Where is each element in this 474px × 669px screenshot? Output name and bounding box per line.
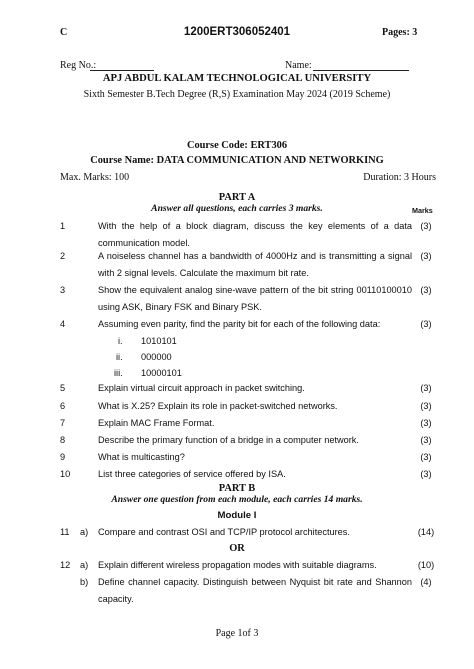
- module-heading: Module I: [217, 510, 257, 521]
- max-marks: Max. Marks: 100: [60, 172, 130, 183]
- question-row: [0, 316, 474, 333]
- question-text: List three categories of service offered by ISA.: [98, 469, 286, 479]
- q4-item-value: 1010101: [141, 336, 177, 346]
- reg-no-label: Reg No.:: [60, 60, 97, 71]
- question-marks: (3): [420, 319, 432, 329]
- exam-title: Sixth Semester B.Tech Degree (R,S) Examination May 2024 (2019 Scheme): [83, 89, 391, 100]
- question-row: [0, 574, 474, 608]
- question-row: [0, 282, 474, 316]
- question-number: 3: [60, 285, 66, 295]
- question-row: [0, 432, 474, 449]
- question-number: 5: [60, 383, 66, 393]
- question-number: 1: [60, 221, 66, 231]
- question-number: 12: [60, 560, 71, 570]
- question-marks: (3): [420, 401, 432, 411]
- question-marks: (3): [420, 221, 432, 231]
- question-marks: (10): [417, 560, 435, 570]
- name-line: [313, 70, 409, 71]
- question-marks: (3): [420, 418, 432, 428]
- duration: Duration: 3 Hours: [363, 172, 436, 183]
- question-text: What is X.25? Explain its role in packet-switched networks.: [98, 401, 338, 411]
- q4-item-value: 000000: [141, 352, 172, 362]
- question-number: 4: [60, 319, 66, 329]
- question-marks: (3): [420, 383, 432, 393]
- part-b-title: PART B: [218, 483, 256, 494]
- question-text: Describe the primary function of a bridge in a computer network.: [98, 435, 359, 445]
- question-number: 6: [60, 401, 66, 411]
- question-text: Show the equivalent analog sine-wave pattern of the bit string 00110100010 using ASK, Binary FSK and Binary PSK.: [98, 285, 412, 312]
- question-number: 7: [60, 418, 66, 428]
- question-row: [0, 466, 474, 483]
- sub-question-label: a): [80, 527, 89, 537]
- question-row: [0, 557, 474, 574]
- question-row: [0, 524, 474, 541]
- question-number: 8: [60, 435, 66, 445]
- question-row: [0, 248, 474, 282]
- corner-letter: C: [60, 27, 68, 38]
- or-separator: OR: [229, 543, 245, 554]
- q4-item-roman: i.: [118, 336, 123, 346]
- question-number: 10: [60, 469, 71, 479]
- question-text: What is multicasting?: [98, 452, 185, 462]
- qp-code: 1200ERT306052401: [183, 26, 291, 38]
- name-label: Name:: [285, 60, 312, 71]
- sub-question-label: b): [80, 577, 89, 587]
- question-row: [0, 415, 474, 432]
- question-number: 11: [60, 527, 70, 537]
- question-marks: (3): [420, 285, 432, 295]
- course-name: Course Name: DATA COMMUNICATION AND NETWORKING: [90, 155, 384, 166]
- question-number: 9: [60, 452, 66, 462]
- question-text: Compare and contrast OSI and TCP/IP protocol architectures.: [98, 527, 350, 537]
- question-marks: (14): [417, 527, 435, 537]
- question-text: A noiseless channel has a bandwidth of 4000Hz and is transmitting a signal with 2 signal levels. Calculate the maximum bit rate.: [98, 251, 412, 278]
- page-number: Page 1of 3: [215, 628, 259, 639]
- sub-question-label: a): [80, 560, 89, 570]
- question-text: With the help of a block diagram, discuss the key elements of a data communication model.: [98, 221, 412, 248]
- marks-label: Marks: [412, 206, 433, 215]
- question-marks: (3): [420, 251, 432, 261]
- question-marks: (3): [420, 452, 432, 462]
- part-b-instruction: Answer one question from each module, each carries 14 marks.: [111, 494, 363, 505]
- q4-item-value: 10000101: [141, 368, 182, 378]
- question-marks: (3): [420, 435, 432, 445]
- question-row: [0, 449, 474, 466]
- reg-no-line: [90, 70, 154, 71]
- question-marks: (4): [420, 577, 432, 587]
- question-text: Assuming even parity, find the parity bit for each of the following data:: [98, 319, 381, 329]
- q4-item-roman: ii.: [116, 352, 123, 362]
- university-name: APJ ABDUL KALAM TECHNOLOGICAL UNIVERSITY: [102, 73, 372, 84]
- part-a-title: PART A: [218, 192, 256, 203]
- question-text: Define channel capacity. Distinguish between Nyquist bit rate and Shannon capacity.: [98, 577, 412, 604]
- pages-count: Pages: 3: [382, 27, 418, 38]
- question-marks: (3): [420, 469, 432, 479]
- question-text: Explain different wireless propagation modes with suitable diagrams.: [98, 560, 377, 570]
- course-code: Course Code: ERT306: [186, 140, 288, 151]
- question-row: [0, 218, 474, 252]
- question-text: Explain virtual circuit approach in packet switching.: [98, 383, 305, 393]
- q4-item-roman: iii.: [114, 368, 123, 378]
- question-text: Explain MAC Frame Format.: [98, 418, 215, 428]
- question-number: 2: [60, 251, 66, 261]
- question-row: [0, 398, 474, 415]
- question-row: [0, 380, 474, 397]
- part-a-instruction: Answer all questions, each carries 3 marks.: [151, 203, 323, 214]
